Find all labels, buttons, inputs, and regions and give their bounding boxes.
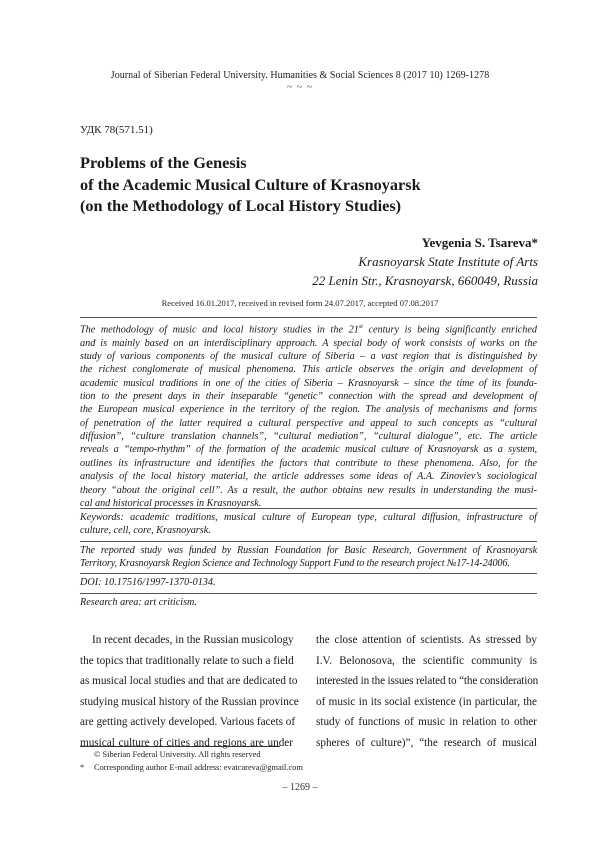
institution: Krasnoyarsk State Institute of Arts (358, 254, 538, 269)
body-line: studying musical history of the Russian province (80, 695, 299, 708)
body-line: In recent decades, in the Russian musicology (92, 634, 294, 646)
body-line: study of functions of music in relation to other (316, 716, 537, 729)
research-area-rule (80, 593, 537, 594)
abstract-line: diffusion”, “culture translation channels”, “cultural mediation”, “cultural dialogue”, etc. The article (80, 431, 537, 443)
abstract-line: and is mainly based on an interdisciplinary approach. A special body of work consists of works on the (80, 337, 537, 349)
abstract-line: the European musical experience in the territory of the region. The analysis of mechanisms and forms (80, 404, 537, 416)
paper-title (80, 152, 540, 217)
title-line: Problems of the Genesis (80, 153, 247, 172)
body-column-right (316, 630, 537, 754)
abstract-line: outlines its infrastructure and identifies the factors that contribute to these phenomena. Also, for the (80, 457, 537, 469)
funding-note (80, 544, 537, 571)
body-line: the close attention of scientists. As stressed by (316, 634, 537, 646)
title-line: of the Academic Musical Culture of Krasnoyarsk (80, 174, 421, 194)
body-line: as musical local studies and that are dedicated to (80, 675, 298, 688)
udk-code: УДК 78(571.51) (80, 124, 153, 136)
abstract (80, 321, 537, 510)
author-affiliation (312, 253, 538, 290)
body-line: interested in the issues related to “the consideration (316, 675, 539, 688)
keywords-line: culture, cell, core, Krasnoyarsk. (80, 525, 211, 537)
header-ornament: ~ ~ ~ (286, 82, 314, 93)
author-name: Yevgenia S. Tsareva* (421, 235, 538, 250)
footnote-email: Corresponding author E-mail address: evatcareva@gmail.com (94, 763, 303, 772)
abstract-line: analysis of the local history material, the article addresses some ideas of A.A. Zinoviev’s sociological (80, 471, 537, 483)
received-dates: Received 16.01.2017, received in revised form 24.07.2017, accepted 07.08.2017 (161, 298, 439, 308)
abstract-line: academic musical traditions in one of the cities of Siberia – Krasnoyarsk – since the time of its founda- (80, 377, 537, 389)
title-line: (on the Methodology of Local History Studies) (80, 196, 402, 215)
abstract-line: of penetration of the latter required a cultural perspective and appeal to such concepts as “cultural (80, 417, 537, 429)
abstract-line: cal and historical processes in Krasnoyarsk. (80, 497, 262, 509)
keywords (80, 511, 537, 538)
body-line: spheres of culture)”, “the research of musical (316, 736, 537, 749)
keywords-line: Keywords: academic traditions, musical culture of European type, cultural diffusion, infrastructure of (80, 512, 537, 523)
footnote-rule (80, 746, 280, 747)
abstract-line: theory “about the original cell”. As a result, the author obtains new results in understanding the musi- (80, 484, 537, 496)
body-column-left (80, 630, 299, 754)
address: 22 Lenin Str., Krasnoyarsk, 660049, Russia (312, 272, 538, 288)
abstract-line: reveals a “tempo-rhythm” of the formation of the academic musical culture of Krasnoyarsk as a system, (80, 444, 537, 456)
funding-line: Territory, Krasnoyarsk Region Science and Technology Support Fund to the research project №17-14-24006. (80, 558, 510, 570)
footnote-corresponding (80, 763, 303, 772)
abstract-line: study of various components of the musical culture of Siberia – a vast region that is distinguished by (80, 351, 537, 363)
keywords-rule (80, 508, 537, 509)
research-area: Research area: art criticism. (80, 597, 197, 608)
abstract-top-rule (80, 317, 537, 318)
body-line: I.V. Belonosova, the scientific community is (316, 654, 537, 667)
footnote-copyright: © Siberian Federal University. All rights reserved (94, 750, 261, 759)
doi-rule (80, 573, 537, 574)
body-line: musical culture of cities and regions are under (80, 736, 293, 749)
body-line: the topics that traditionally relate to such a field (80, 654, 294, 667)
footnote-mark: * (80, 763, 85, 772)
abstract-line: tion to the present days in their inseparable “genetic” connection with the spread and development of (80, 391, 537, 403)
body-line: are getting actively developed. Various facets of (80, 716, 296, 729)
page-number: – 1269 – (282, 782, 318, 793)
funding-line: The reported study was funded by Russian Foundation for Basic Research, Government of Krasnoyarsk (80, 545, 537, 556)
journal-header: Journal of Siberian Federal University. Humanities & Social Sciences 8 (2017 10) 1269-1278 (110, 70, 490, 81)
doi: DOI: 10.17516/1997-1370-0134. (80, 577, 216, 588)
abstract-line: the richest conglomerate of musical phenomena. This article observes the origin and development of (80, 364, 537, 376)
abstract-line-0: The methodology of music and local history studies in the 21st century is being significantly enriched (80, 324, 538, 336)
body-line: of music in its social existence (in particular, the (316, 695, 537, 708)
funding-rule (80, 541, 537, 542)
